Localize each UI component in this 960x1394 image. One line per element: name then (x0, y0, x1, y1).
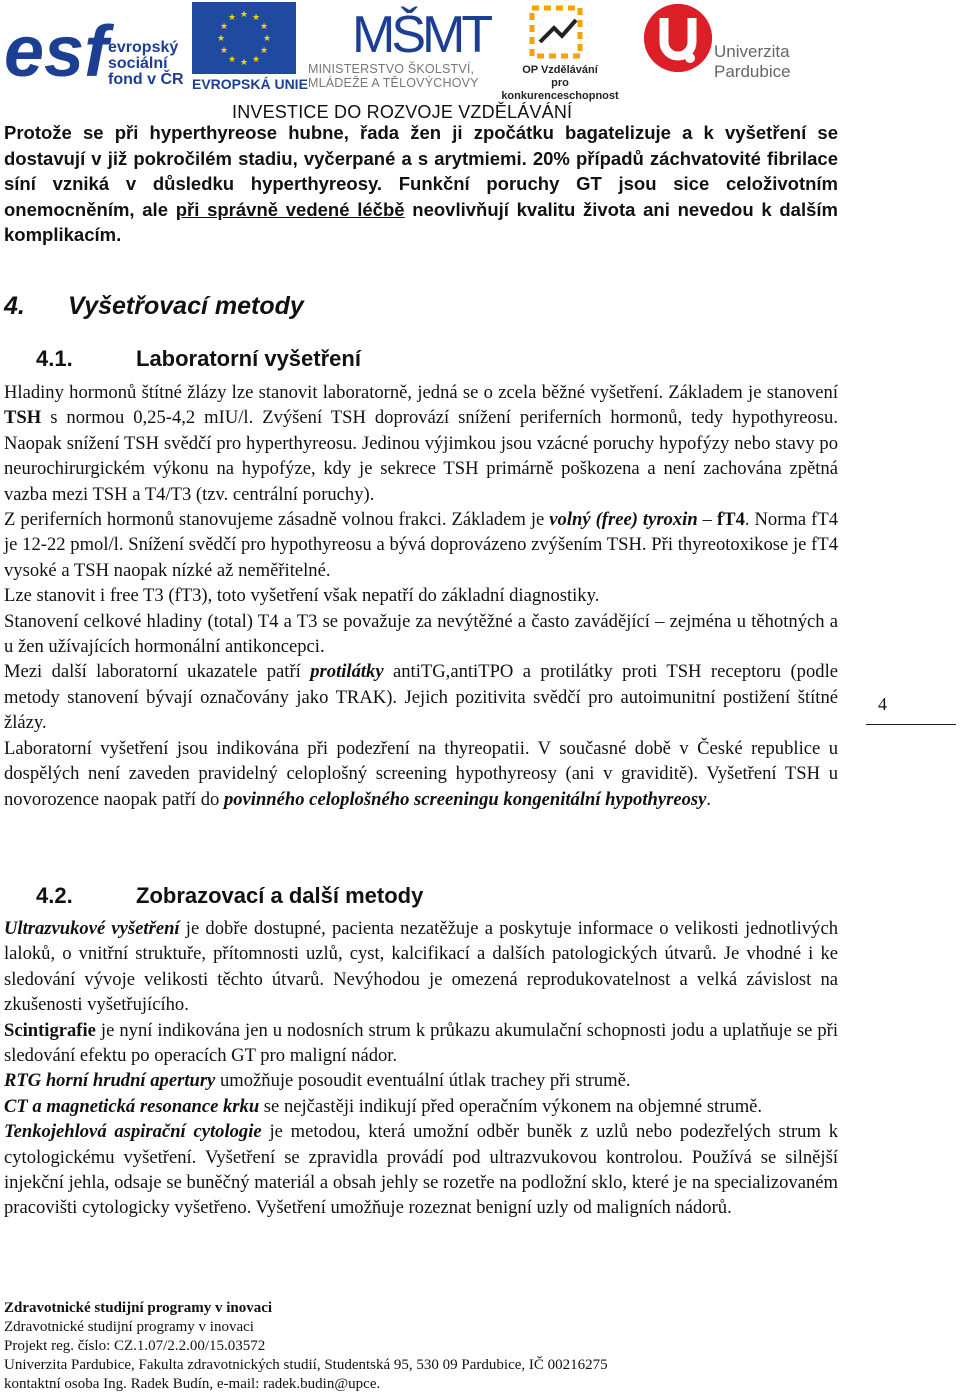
term-protilatky: protilátky (310, 661, 384, 683)
term: RTG horní hrudní apertury (4, 1070, 216, 1092)
text: . Norma fT4 je 12-22 pmol/l. Snížení svědčí pro hypothyreosu a bývá doprovázeno zvýšením TSH. Při thyreotoxikose je fT4 vysoké a TSH naopak nízké až neměřitelné. (4, 509, 838, 581)
svg-text:★: ★ (259, 46, 269, 56)
upce-logo-text (714, 42, 791, 82)
term: Ultrazvukové vyšetření (4, 918, 180, 939)
svg-text:★: ★ (219, 22, 229, 32)
msmt-caption (308, 62, 492, 90)
text: Z periferních hormonů stanovujeme zásadně volnou frakci. Základem je (4, 509, 550, 531)
text: s normou 0,25-4,2 mIU/l. Zvýšení TSH doprovází snížení periferních hormonů, tedy hypothyreosu. Naopak snížení TSH svědčí pro hyperthyreosu. Jedinou výjimkou jsou vzácné poruchy hypofýzy nebo stavy po neurochirurgickém výkonu na hypofýze, kdy je sekrece TSH primárně poškozena a není zachována zpětná vazba mezi TSH a T4/T3 (tzv. centrální poruchy). (4, 407, 838, 505)
text: . (706, 788, 712, 810)
paragraph (4, 736, 838, 812)
msmt-logo (352, 0, 490, 64)
svg-text:★: ★ (251, 55, 261, 65)
paragraph (4, 1094, 838, 1119)
esf-line: sociální (108, 55, 168, 72)
op-line: pro konkurenceschopnost (501, 77, 619, 102)
svg-text:★: ★ (239, 10, 249, 20)
section-4-heading (4, 292, 304, 321)
esf-logo-text (108, 40, 184, 88)
svg-text:★: ★ (219, 46, 229, 56)
section-4-1-body (4, 380, 838, 812)
investice-caption: INVESTICE DO ROZVOJE VZDĚLÁVÁNÍ (232, 102, 573, 122)
text: antiTG,antiTPO a protilátky proti TSH receptoru (podle metody stanovení bývají označovány jako TRAK). Jejich pozitivita svědčí pro autoimunitní postižení štítné žlázy. (4, 661, 838, 734)
term-volny-tyroxin: volný (free) tyroxin (549, 509, 698, 531)
text: – (697, 509, 717, 531)
svg-text:★: ★ (239, 58, 249, 68)
paragraph (4, 507, 838, 583)
footer-line: Zdravotnické studijní programy v inovaci (4, 1319, 254, 1335)
term-tsh: TSH (4, 407, 42, 429)
svg-text:★: ★ (251, 13, 261, 23)
upce-line: Pardubice (714, 62, 791, 81)
footer-line: kontaktní osoba Ing. Radek Budín, e-mail: radek.budin@upce. (4, 1376, 381, 1392)
paragraph (4, 916, 838, 1018)
text: Laboratorní vyšetření jsou indikována při podezření na thyreopatii. V současné době v České republice u dospělých není zaveden pravidelný celoplošný screening hypothyreosy (ani v graviditě). Vyšetření TSH u novorozence naopak patří do (4, 737, 838, 810)
paragraph: Stanovení celkové hladiny (total) T4 a T3 se považuje za nevýtěžné a často zavádějící – zejména u těhotných a u žen užívajících hormonální antikoncepci. (4, 610, 838, 658)
esf-line: evropský (108, 39, 179, 56)
paragraph (4, 1018, 838, 1069)
footer-line: Projekt reg. číslo: CZ.1.07/2.2.00/15.03572 (4, 1338, 266, 1354)
svg-text:★: ★ (262, 34, 272, 44)
section-title: Vyšetřovací metody (68, 292, 304, 320)
section-number: 4.1. (36, 346, 73, 371)
text: je dobře dostupné, pacienta nezatěžuje a poskytuje informace o velikosti jednotlivých laloků, o vnitřní struktuře, přítomnosti uzlů, cyst, kalcifikací a dalších patologických útvarů. Je vhodné i ke sledování vývoje velikosti těchto útvarů. Nevýhodou je omezená reprodukovatelnost a velká závislost na zkušenosti vyšetřujícího. (4, 918, 838, 1016)
op-caption (500, 64, 620, 103)
text: je nyní indikována jen u nodosních strum k průkazu akumulační schopnosti jodu a uplatňuje se při sledování efektu po operacích GT pro maligní nádor. (4, 1019, 838, 1067)
svg-text:★: ★ (227, 13, 237, 23)
section-4-1-heading (4, 346, 361, 372)
intro-underlined: při správně vedené léčbě (175, 198, 405, 220)
msmt-line: MINISTERSTVO ŠKOLSTVÍ, (308, 62, 475, 76)
term-screening: povinného celoplošného screeningu kongenitální hypothyreosy (223, 788, 707, 810)
footer-line: Zdravotnické studijní programy v inovaci (4, 1300, 273, 1316)
logo-bar (0, 0, 960, 122)
op-vzdelavani-logo (524, 2, 588, 62)
paragraph (4, 1119, 838, 1221)
paragraph (4, 1068, 838, 1093)
section-4-2-heading (4, 883, 423, 909)
upce-line: Univerzita (714, 42, 790, 61)
esf-line: fond v ČR (108, 71, 184, 88)
eu-flag-logo (192, 2, 296, 74)
term-ft4: fT4 (716, 509, 745, 531)
esf-logo (4, 12, 109, 92)
text: umožňuje posoudit eventuální útlak trachey při strumě. (215, 1070, 631, 1092)
msmt-line: MLÁDEŽE A TĚLOVÝCHOVY (308, 76, 479, 90)
section-title: Zobrazovací a další metody (136, 883, 424, 908)
section-number: 4. (4, 292, 25, 320)
intro-text: Protože se při hyperthyreose hubne, řada žen ji zpočátku bagatelizuje a k vyšetření se dostavují v již pokročilém stadiu, vyčerpané a s arytmiemi. 20% případů záchvatovité fibrilace síní vzniká v důsledku hyperthyreosy. Funkční poruchy GT jsou sice celoživotním onemocněním, ale (4, 122, 838, 220)
intro-text-end: neovlivňují kvalitu života ani nevedou k dalším komplikacím. (4, 198, 838, 246)
term: Scintigrafie (4, 1019, 96, 1041)
svg-text:★: ★ (216, 34, 226, 44)
term: Tenkojehlová aspirační cytologie (4, 1121, 262, 1143)
page-number-rule (866, 724, 956, 725)
paragraph: Lze stanovit i free T3 (fT3), toto vyšetření však nepatří do základní diagnostiky. (4, 585, 600, 607)
op-line: OP Vzdělávání (522, 64, 598, 76)
paragraph (4, 380, 838, 507)
eu-caption: EVROPSKÁ UNIE (192, 76, 308, 92)
footer-line: Univerzita Pardubice, Fakulta zdravotnických studií, Studentská 95, 530 09 Pardubice, IČ 00216275 (4, 1357, 608, 1373)
svg-text:esf: esf (4, 12, 109, 92)
page-number: 4 (878, 694, 887, 714)
text: Mezi další laboratorní ukazatele patří (4, 661, 311, 683)
svg-text:★: ★ (259, 22, 269, 32)
text: se nejčastěji indikují před operačním výkonem na objemné strumě. (259, 1095, 763, 1117)
svg-text:MŠMT: MŠMT (352, 6, 490, 64)
paragraph (4, 659, 838, 735)
section-4-2-body (4, 916, 838, 1221)
section-title: Laboratorní vyšetření (136, 346, 361, 371)
text: Hladiny hormonů štítné žlázy lze stanovit laboratorně, jedná se o zcela běžné vyšetření. Základem je stanovení (4, 382, 838, 403)
upce-logo (644, 4, 712, 72)
text: je metodou, která umožní odběr buněk z uzlů nebo podezřelých strum k cytologickému vyšetření. Vyšetření se zpravidla provádí pod ultrazvukovou kontrolou. Používá se silnější injekční jehla, odsaje se buněčný materiál a obsah jehly se rozetře na podložní sklo, které je na specializovaném pracovišti cytologicky vyšetřeno. Vyšetření umožňuje rozeznat benigní uzly od maligních nádorů. (4, 1121, 839, 1219)
svg-text:★: ★ (227, 55, 237, 65)
footer (4, 1299, 904, 1394)
section-number: 4.2. (36, 883, 73, 908)
term: CT a magnetická resonance krku (4, 1095, 260, 1117)
intro-paragraph (4, 120, 838, 248)
